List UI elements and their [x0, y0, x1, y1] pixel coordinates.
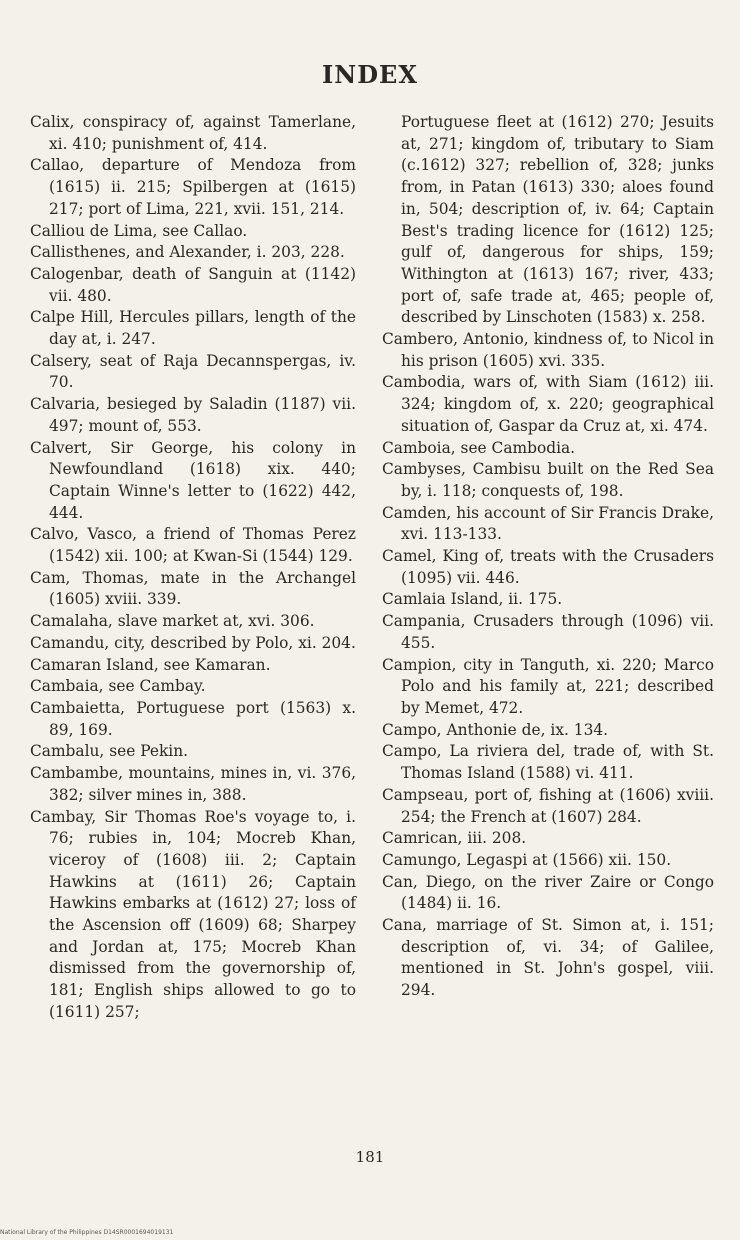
- index-entry: Cambambe, mountains, mines in, vi. 376, 382; silver mines in, 388.: [30, 764, 356, 804]
- page-title: INDEX: [322, 60, 418, 89]
- index-entry: Calvert, Sir George, his colony in Newfoundland (1618) xix. 440; Captain Winne's letter to (1622) 442, 444.: [30, 438, 356, 522]
- index-entry: Calsery, seat of Raja Decannspergas, iv. 70.: [30, 351, 356, 392]
- index-entry: Camungo, Legaspi at (1566) xii. 150.: [382, 850, 672, 869]
- index-entry: Campion, city in Tanguth, xi. 220; Marco Polo and his family at, 221; described by Memet, 472.: [382, 655, 714, 717]
- index-entry: Calvaria, besieged by Saladin (1187) vii. 497; mount of, 553.: [30, 395, 356, 435]
- page-number: 181: [355, 1148, 385, 1166]
- index-entry: Callisthenes, and Alexander, i. 203, 228.: [30, 243, 345, 262]
- index-entry: Calpe Hill, Hercules pillars, length of the day at, i. 247.: [30, 308, 356, 349]
- index-entry: Calogenbar, death of Sanguin at (1142) vii. 480.: [30, 264, 356, 305]
- library-stamp: National Library of the Philippines D14SR0001694019131: [0, 1229, 174, 1236]
- index-entry: Campania, Crusaders through (1096) vii. 455.: [382, 612, 714, 652]
- index-entry: Cam, Thomas, mate in the Archangel (1605) xviii. 339.: [30, 568, 356, 609]
- index-entry: Calix, conspiracy of, against Tamerlane, xi. 410; punishment of, 414.: [30, 113, 356, 153]
- index-entry: Can, Diego, on the river Zaire or Congo (1484) ii. 16.: [382, 872, 714, 913]
- index-entry: Campo, La riviera del, trade of, with St. Thomas Island (1588) vi. 411.: [382, 742, 714, 783]
- index-entry: Camboia, see Cambodia.: [382, 438, 576, 457]
- index-entry: Cambodia, wars of, with Siam (1612) iii. 324; kingdom of, x. 220; geographical situation of, Gaspar da Cruz at, xi. 474.: [382, 373, 714, 435]
- index-entry: Callao, departure of Mendoza from (1615) ii. 215; Spilbergen at (1615) 217; port of Lima, 221, xvii. 151, 214.: [30, 156, 356, 218]
- index-entry: Calliou de Lima, see Callao.: [30, 221, 248, 240]
- left-column: [30, 112, 356, 1024]
- index-entry: Camden, his account of Sir Francis Drake, xvi. 113-133.: [382, 503, 714, 544]
- index-entry: Camlaia Island, ii. 175.: [382, 590, 563, 609]
- index-entry-continuation: Portuguese fleet at (1612) 270; Jesuits at, 271; kingdom of, tributary to Siam (c.1612) 327; rebellion of, 328; junks from, in Patan (1613) 330; aloes found in, 504; description of, iv. 64; Captain Best's trading licence for (1612) 125; gulf of, dangerous for ships, 159; Withington at (1613) 167; river, 433; port of, safe trade at, 465; people of, described by Linschoten (1583) x. 258.: [401, 113, 714, 327]
- index-entry: Cana, marriage of St. Simon at, i. 151; description of, vi. 34; of Galilee, mentioned in St. John's gospel, viii. 294.: [382, 916, 714, 1000]
- index-entry: Cambay, Sir Thomas Roe's voyage to, i. 76; rubies in, 104; Mocreb Khan, viceroy of (1608) iii. 2; Captain Hawkins at (1611) 26; Captain Hawkins embarks at (1612) 27; loss of the Ascension off (1609) 68; Sharpey and Jordan at, 175; Mocreb Khan dismissed from the governorship of, 181; English ships allowed to go to (1611) 257;: [30, 807, 356, 1021]
- index-entry: Cambero, Antonio, kindness of, to Nicol in his prison (1605) xvi. 335.: [382, 330, 714, 370]
- index-entry: Camrican, iii. 208.: [382, 829, 527, 848]
- index-entry: Campo, Anthonie de, ix. 134.: [382, 720, 609, 739]
- right-column: [382, 112, 714, 1002]
- index-entry: Campseau, port of, fishing at (1606) xviii. 254; the French at (1607) 284.: [382, 785, 714, 826]
- index-entry: Cambaietta, Portuguese port (1563) x. 89, 169.: [30, 698, 356, 739]
- index-entry: Cambalu, see Pekin.: [30, 742, 189, 761]
- index-entry: Camaran Island, see Kamaran.: [30, 655, 271, 674]
- index-entry: Cambaia, see Cambay.: [30, 677, 206, 696]
- index-entry: Calvo, Vasco, a friend of Thomas Perez (1542) xii. 100; at Kwan-Si (1544) 129.: [30, 525, 356, 566]
- index-entry: Camalaha, slave market at, xvi. 306.: [30, 612, 315, 631]
- index-entry: Camel, King of, treats with the Crusaders (1095) vii. 446.: [382, 547, 714, 587]
- index-entry: Cambyses, Cambisu built on the Red Sea by, i. 118; conquests of, 198.: [382, 460, 714, 500]
- index-entry: Camandu, city, described by Polo, xi. 204.: [30, 633, 356, 652]
